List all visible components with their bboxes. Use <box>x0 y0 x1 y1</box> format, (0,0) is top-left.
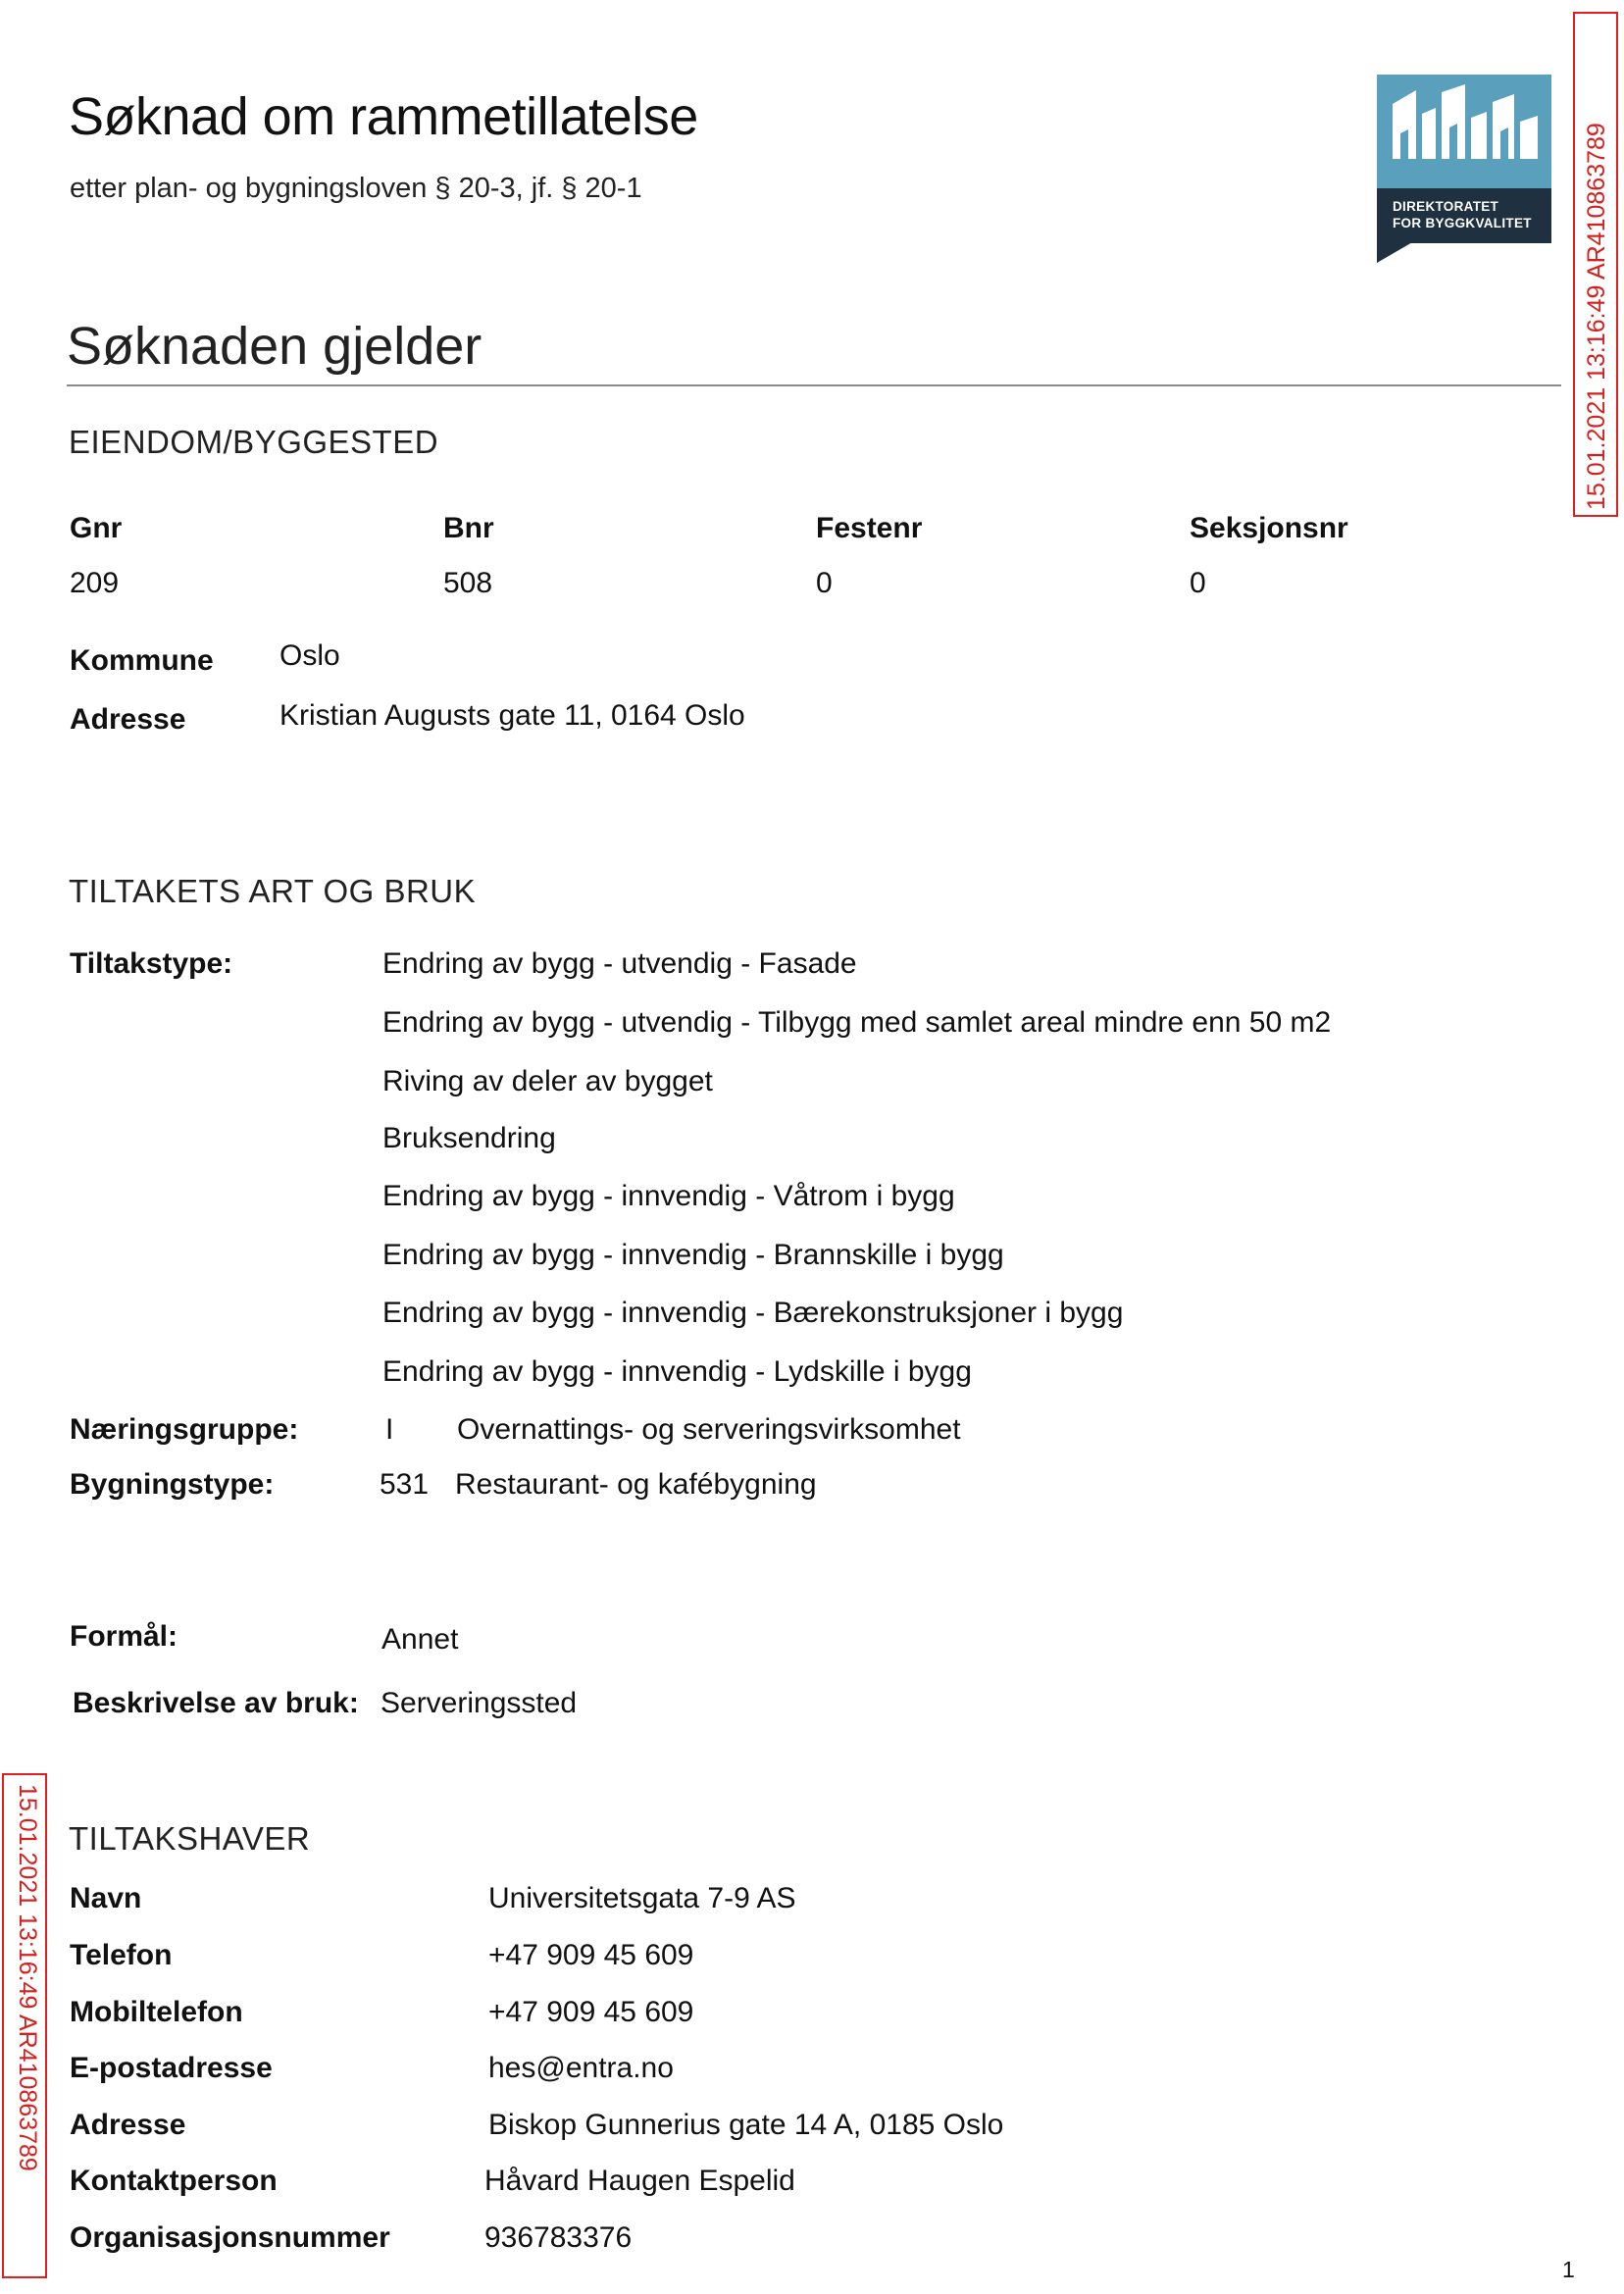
tiltakstype-item: Endring av bygg - utvendig - Tilbygg med samlet areal mindre enn 50 m2 <box>382 1006 1332 1039</box>
naeringsgruppe-code: I <box>385 1413 394 1446</box>
tiltakstype-item: Riving av deler av bygget <box>382 1065 713 1097</box>
tiltakstype-item: Endring av bygg - innvendig - Bærekonstruksjoner i bygg <box>382 1297 1124 1329</box>
festenr-value: 0 <box>816 567 833 599</box>
navn-value: Universitetsgata 7-9 AS <box>488 1882 796 1914</box>
kommune-label: Kommune <box>70 644 214 677</box>
archive-stamp-top <box>1573 12 1618 517</box>
tiltakshaver-adresse-value: Biskop Gunnerius gate 14 A, 0185 Oslo <box>488 2109 1004 2141</box>
seksjonsnr-label: Seksjonsnr <box>1190 512 1348 544</box>
beskrivelse-value: Serveringssted <box>381 1687 578 1719</box>
epost-label: E-postadresse <box>70 2052 273 2084</box>
bnr-label: Bnr <box>443 512 494 544</box>
tiltakstype-item: Endring av bygg - innvendig - Brannskille i bygg <box>382 1239 1004 1271</box>
naeringsgruppe-value: Overnattings- og serveringsvirksomhet <box>457 1413 961 1446</box>
archive-stamp-text: 15.01.2021 13:16:49 AR410863789 <box>14 1784 41 2171</box>
tiltakstype-label: Tiltakstype: <box>70 947 233 980</box>
tiltakshaver-adresse-label: Adresse <box>70 2109 186 2141</box>
tiltakstype-item: Endring av bygg - innvendig - Våtrom i bygg <box>382 1180 955 1212</box>
tiltakstype-item: Bruksendring <box>382 1122 556 1154</box>
building-logo-icon <box>1377 75 1551 188</box>
tiltakstype-item: Endring av bygg - innvendig - Lydskille i bygg <box>382 1355 972 1388</box>
bygningstype-code: 531 <box>380 1468 430 1501</box>
logo-tab <box>1377 241 1414 263</box>
mobiltelefon-label: Mobiltelefon <box>70 1996 243 2028</box>
gnr-label: Gnr <box>70 512 123 544</box>
tiltakshaver-heading: TILTAKSHAVER <box>69 1820 311 1857</box>
eiendom-heading: EIENDOM/BYGGESTED <box>69 424 439 460</box>
formal-value: Annet <box>381 1623 459 1656</box>
navn-label: Navn <box>70 1882 142 1914</box>
gnr-value: 209 <box>70 567 120 599</box>
eiendom-adresse-value: Kristian Augusts gate 11, 0164 Oslo <box>279 699 745 732</box>
organisasjonsnummer-label: Organisasjonsnummer <box>70 2221 390 2254</box>
kommune-value: Oslo <box>279 639 340 672</box>
document-subtitle: etter plan- og bygningsloven § 20-3, jf. § 20-1 <box>70 173 642 204</box>
bnr-value: 508 <box>443 567 493 599</box>
seksjonsnr-value: 0 <box>1190 567 1206 599</box>
document-title: Søknad om rammetillatelse <box>69 87 698 146</box>
eiendom-adresse-label: Adresse <box>70 703 186 736</box>
bygningstype-label: Bygningstype: <box>70 1468 275 1501</box>
logo-text: DIREKTORATET FOR BYGGKVALITET <box>1393 199 1532 230</box>
naeringsgruppe-label: Næringsgruppe: <box>70 1413 299 1446</box>
telefon-value: +47 909 45 609 <box>488 1939 694 1971</box>
festenr-label: Festenr <box>816 512 923 544</box>
beskrivelse-label: Beskrivelse av bruk: <box>73 1687 359 1719</box>
telefon-label: Telefon <box>70 1939 173 1971</box>
page-number: 1 <box>1562 2257 1575 2282</box>
archive-stamp-left <box>2 1773 47 2278</box>
organisasjonsnummer-value: 936783376 <box>484 2221 633 2254</box>
section-divider <box>67 384 1561 386</box>
tiltakstype-item: Endring av bygg - utvendig - Fasade <box>382 947 857 980</box>
bygningstype-value: Restaurant- og kafébygning <box>455 1468 817 1501</box>
section-title: Søknaden gjelder <box>67 317 482 376</box>
archive-stamp-text: 15.01.2021 13:16:49 AR410863789 <box>1583 123 1610 510</box>
kontaktperson-label: Kontaktperson <box>70 2165 278 2197</box>
epost-value: hes@entra.no <box>488 2052 674 2084</box>
kontaktperson-value: Håvard Haugen Espelid <box>484 2165 795 2197</box>
formal-label: Formål: <box>70 1620 178 1653</box>
tiltak-heading: TILTAKETS ART OG BRUK <box>69 873 477 909</box>
mobiltelefon-value: +47 909 45 609 <box>488 1996 694 2028</box>
